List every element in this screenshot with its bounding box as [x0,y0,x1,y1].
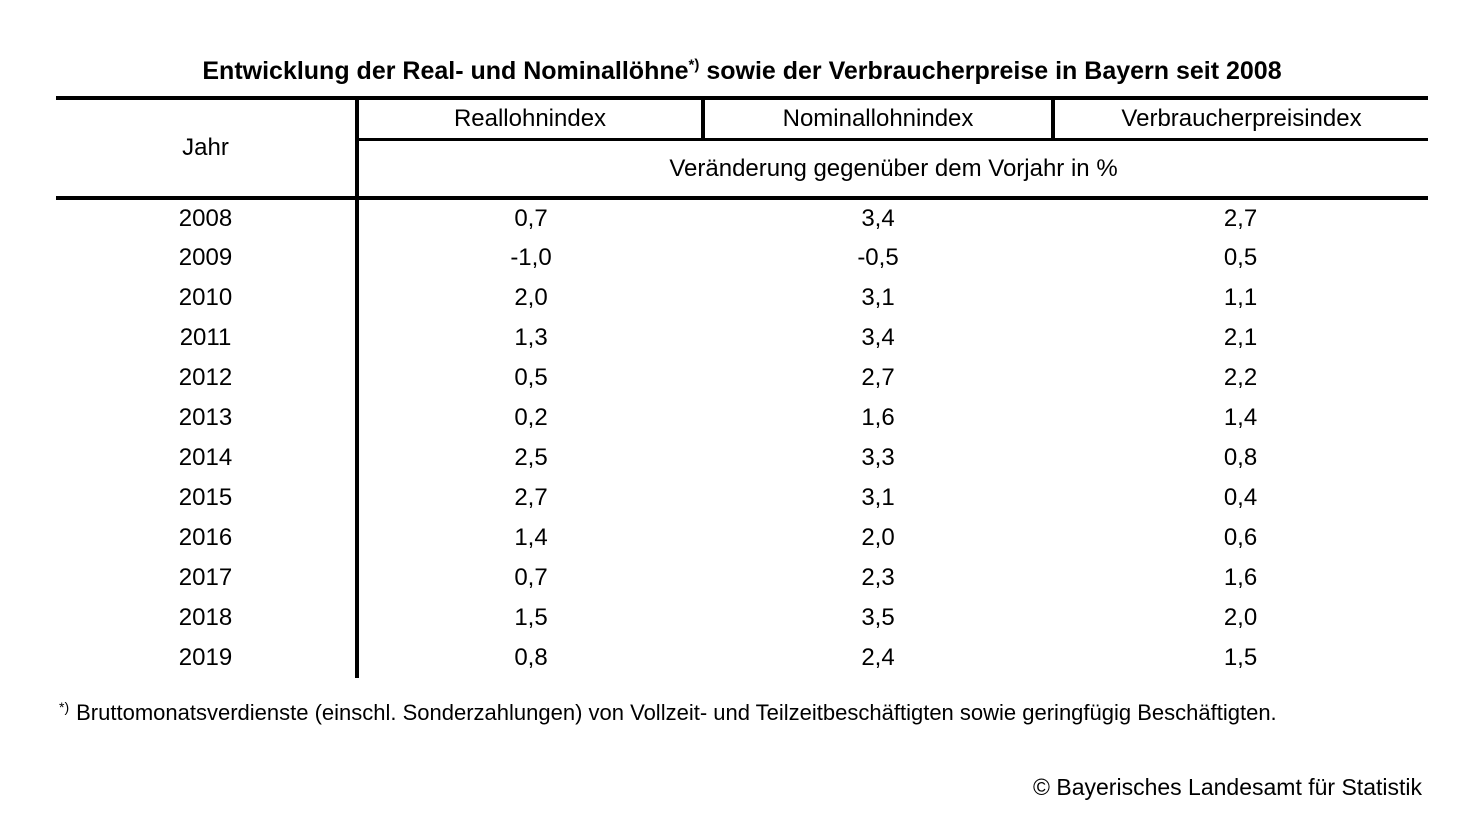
value-cell: 3,4 [861,324,895,351]
col-header-reallohnindex: Reallohnindex [357,98,703,140]
table-row [56,198,1428,238]
year-cell: 2018 [56,598,357,638]
value-cell: 1,5 [514,604,548,631]
table-row [56,358,1428,398]
value-cell: 2,2 [1223,364,1258,391]
statistics-table [56,96,1428,678]
value-cell: 1,4 [1223,404,1258,431]
year-cell: 2012 [56,358,357,398]
year-cell: 2010 [56,278,357,318]
copyright-notice: © Bayerisches Landesamt für Statistik [1033,774,1422,800]
value-cell: 1,3 [514,324,548,351]
table-body [56,198,1428,678]
title-text: Entwicklung der Real- und Nominallöhne [202,57,689,85]
value-cell: 2,7 [861,364,895,391]
title-footnote-marker: *) [688,56,700,74]
footnote-marker: *) [59,698,70,715]
value-cell: 2,0 [861,524,895,551]
value-cell: 2,4 [861,644,895,671]
value-cell: 2,7 [1223,205,1258,232]
page-title [56,56,1428,86]
table-row [56,598,1428,638]
year-cell: 2009 [56,238,357,278]
value-cell: 2,3 [861,564,895,591]
value-cell: 1,6 [1223,564,1258,591]
value-cell: 0,4 [1223,484,1258,511]
value-cell: 1,1 [1223,284,1258,311]
value-cell: 1,4 [514,524,548,551]
table-row [56,438,1428,478]
table-row [56,518,1428,558]
year-cell: 2017 [56,558,357,598]
unit-subheader: Veränderung gegenüber dem Vorjahr in % [357,140,1428,199]
year-cell: 2013 [56,398,357,438]
col-header-verbraucherpreisindex: Verbraucherpreisindex [1053,98,1428,140]
year-cell: 2019 [56,638,357,678]
value-cell: 0,6 [1223,524,1258,551]
table-row [56,318,1428,358]
value-cell: 3,4 [861,205,895,232]
value-cell: 2,0 [1223,604,1258,631]
value-cell: 1,5 [1223,644,1258,671]
year-cell: 2008 [56,198,357,238]
value-cell: 0,2 [514,404,548,431]
table-row [56,278,1428,318]
table-row [56,398,1428,438]
footnote [59,699,1277,727]
col-header-nominallohnindex: Nominallohnindex [703,98,1053,140]
value-cell: -1,0 [510,244,552,271]
table-header [56,98,1428,198]
year-cell: 2014 [56,438,357,478]
year-cell: 2011 [56,318,357,358]
footnote-text: Bruttomonatsverdienste (einschl. Sonderzahlungen) von Vollzeit- und Teilzeitbeschäftigten sowie geringfügig Beschäftigten. [76,700,1277,725]
value-cell: 3,5 [861,604,895,631]
value-cell: 2,1 [1223,324,1258,351]
table-row [56,558,1428,598]
value-cell: 0,7 [514,564,548,591]
value-cell: 3,1 [861,284,895,311]
value-cell: 3,1 [861,484,895,511]
year-cell: 2016 [56,518,357,558]
value-cell: 2,7 [514,484,548,511]
value-cell: 0,8 [514,644,548,671]
value-cell: 2,0 [514,284,548,311]
year-cell: 2015 [56,478,357,518]
value-cell: 0,5 [1223,244,1258,271]
table-row [56,478,1428,518]
col-header-jahr: Jahr [56,98,357,198]
value-cell: 0,5 [514,364,548,391]
value-cell: 0,8 [1223,444,1258,471]
header-row-indices [56,98,1428,140]
value-cell: 1,6 [861,404,895,431]
value-cell: 0,7 [514,205,548,232]
table-row [56,238,1428,278]
value-cell: -0,5 [857,244,899,271]
table-row [56,638,1428,678]
value-cell: 3,3 [861,444,895,471]
title-text-suffix: sowie der Verbraucherpreise in Bayern seit 2008 [699,57,1282,85]
value-cell: 2,5 [514,444,548,471]
